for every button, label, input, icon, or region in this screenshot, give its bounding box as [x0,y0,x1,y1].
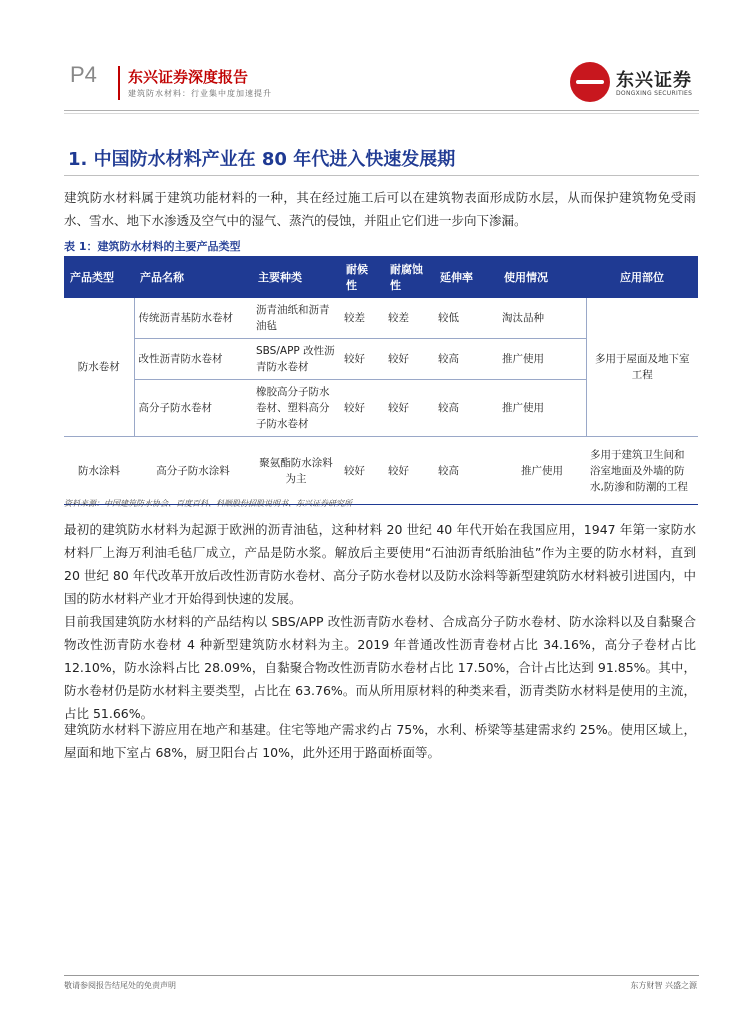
section-rule [64,175,699,176]
header-cell: 产品名称 [134,256,252,298]
product-types-table [64,256,698,505]
table-cell: 较差 [340,298,384,339]
table-cell: 较高 [434,380,498,437]
logo-emblem-icon [570,62,610,102]
header-cell: 主要种类 [252,256,340,298]
category-cell: 防水卷材 [64,298,134,437]
header-divider [118,66,120,100]
header-cell: 应用部位 [586,256,698,298]
table-cell: 传统沥青基防水卷材 [134,298,252,339]
table-cell: 推广使用 [498,339,586,380]
paragraph-history: 最初的建筑防水材料为起源于欧洲的沥青油毡，这种材料 20 世纪 40 年代开始在我国应用，1947 年第一家防水材料厂上海万利油毛毡厂成立，产品是防水浆。解放后主要使用“石油沥青纸胎油毡”作为主要的防水材料，直到 20 世纪 80 年代改革开放后改性沥青防水卷材、高分子防水卷材以及防水涂料等新型建筑防水材料被引进国内，中国的防水材料产业才开始得到快速的发展。 [64,522,696,606]
application-cell: 多用于建筑卫生间和浴室地面及外墙的防水,防渗和防潮的工程 [586,437,698,505]
table-cell: 较好 [384,380,434,437]
report-subtitle: 建筑防水材料：行业集中度加速提升 [128,89,272,98]
header-cell: 使用情况 [498,256,586,298]
logo-text-cn: 东兴证券 [616,70,692,91]
table-header-row [64,256,698,298]
header-rule-secondary [64,113,699,114]
table-cell: 较好 [384,437,434,505]
footer-slogan: 东方财智 兴盛之源 [630,981,697,990]
table-cell: 推广使用 [498,380,586,437]
paragraph-intro: 建筑防水材料属于建筑功能材料的一种，其在经过施工后可以在建筑物表面形成防水层，从而保护建筑物免受雨水、雪水、地下水渗透及空气中的湿气、蒸汽的侵蚀，并阻止它们进一步向下渗漏。 [64,190,696,228]
table-caption: 表 1：建筑防水材料的主要产品类型 [64,240,241,253]
table-cell: 橡胶高分子防水卷材、塑料高分子防水卷材 [252,380,340,437]
table-cell: 较差 [384,298,434,339]
table-cell: 推广使用 [498,437,586,505]
table-cell: 较好 [384,339,434,380]
footer-rule [64,975,699,976]
section-title: 1. 中国防水材料产业在 80 年代进入快速发展期 [68,149,456,170]
header-cell: 耐候性 [340,256,384,298]
paragraph-downstream: 建筑防水材料下游应用在地产和基建。住宅等地产需求约占 75%，水利、桥梁等基建需求约 25%。使用区域上，屋面和地下室占 68%，厨卫阳台占 10%，此外还用于路面桥面等。 [64,722,696,760]
report-title: 东兴证券深度报告 [128,68,249,86]
table-cell: 较好 [340,380,384,437]
table-cell: 淘汰品种 [498,298,586,339]
table-row [64,437,698,505]
table-cell: 沥青油纸和沥青油毡 [252,298,340,339]
table-cell: 较高 [434,339,498,380]
logo-text-en: DONGXING SECURITIES [616,90,693,97]
category-cell: 防水涂料 [64,437,134,505]
header-rule [64,110,699,111]
table-cell: 较好 [340,437,384,505]
table-cell: 聚氨酯防水涂料为主 [252,437,340,505]
table-cell: 较低 [434,298,498,339]
table-row [64,298,698,339]
page-number: P4 [70,62,97,87]
footer-disclaimer: 敬请参阅报告结尾处的免责声明 [64,981,176,990]
table-cell: 高分子防水卷材 [134,380,252,437]
table-cell: 改性沥青防水卷材 [134,339,252,380]
table-cell: 较好 [340,339,384,380]
table-source: 资料来源：中国建筑防水协会、百度百科、科顺股份招股说明书、东兴证券研究所 [64,499,352,508]
header-cell: 耐腐蚀性 [384,256,434,298]
header-cell: 延伸率 [434,256,498,298]
company-logo [570,58,700,106]
table-cell: 较高 [434,437,498,505]
application-cell: 多用于屋面及地下室工程 [586,298,698,437]
paragraph-structure: 目前我国建筑防水材料的产品结构以 SBS/APP 改性沥青防水卷材、合成高分子防水卷材、防水涂料以及自黏聚合物改性沥青防水卷材 4 种新型建筑防水材料为主。2019 年普通改性沥青卷材占比 34.16%，高分子卷材占比 12.10%，防水涂料占比 28.09%，自黏聚合物改性沥青防水卷材占比 17.50%，合计占比达到 91.85%。其中，防水卷材仍是防水材料主要类型，占比在 63.76%。而从所用原材料的种类来看，沥青类防水材料是使用的主流，占比 51.66%。 [64,614,696,721]
header-cell: 产品类型 [64,256,134,298]
table-cell: 高分子防水涂料 [134,437,252,505]
table-cell: SBS/APP 改性沥青防水卷材 [252,339,340,380]
